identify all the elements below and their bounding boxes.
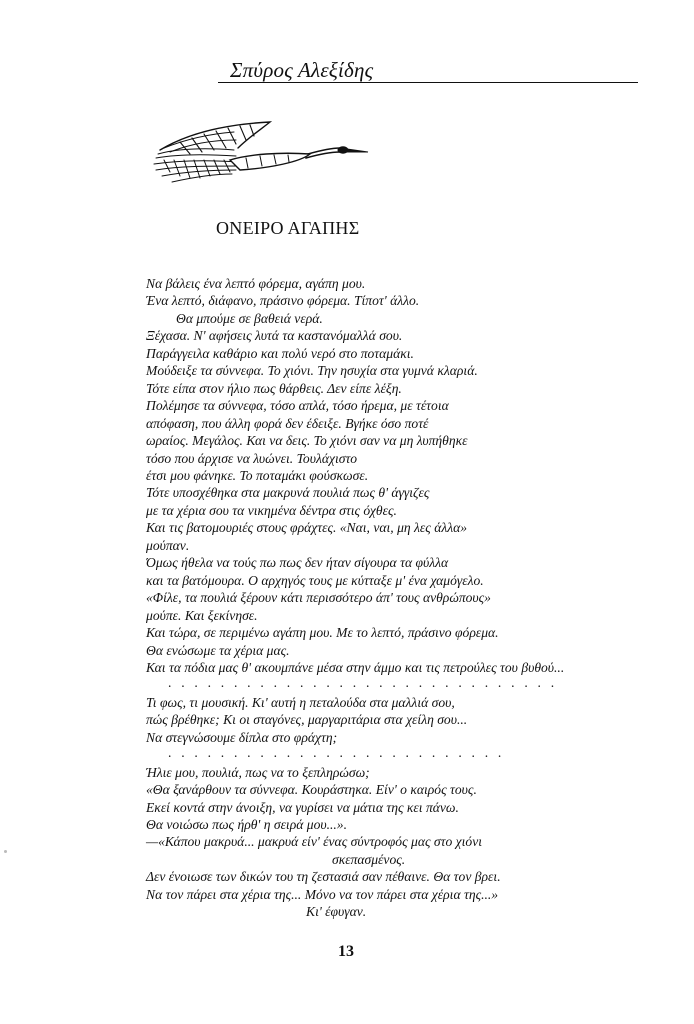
poem-line: Ήλιε μου, πουλιά, πως να το ξεπληρώσω; — [146, 764, 370, 780]
poem-line: Ένα λεπτό, διάφανο, πράσινο φόρεμα. Τίποτ' άλλο. — [146, 293, 420, 309]
poem-line: «Φίλε, τα πουλιά ξέρουν κάτι περισσότερο άπ' τους ανθρώπους» — [146, 590, 491, 606]
poem-line: ωραίος. Μεγάλος. Και να δεις. Το χιόνι σαν να μη λυπήθηκε — [146, 433, 468, 449]
poem-line: Κι' έφυγαν. — [306, 904, 367, 920]
header-rule — [218, 82, 638, 83]
poem-line: Τότε είπα στον ήλιο πως θάρθεις. Δεν είπε λέξη. — [146, 380, 402, 396]
poem-line: και τα βατόμουρα. Ο αρχηγός τους με κύτταξε μ' ένα χαμόγελο. — [146, 572, 484, 588]
section-separator-dots: . . . . . . . . . . . . . . . . . . . . . . . . . . . . . . — [168, 675, 558, 691]
poem-line: Μούδειξε τα σύννεφα. Το χιόνι. Την ησυχία στα γυμνά κλαριά. — [146, 363, 478, 379]
poem-line: Δεν ένοιωσε των δικών του τη ζεστασιά σαν πέθαινε. Θα τον βρει. — [146, 869, 501, 885]
poem-line: με τα χέρια σου τα νικημένα δέντρα στις όχθες. — [146, 502, 397, 518]
poem-line: Να βάλεις ένα λεπτό φόρεμα, αγάπη μου. — [146, 276, 366, 291]
poem-line: —«Κάπου μακρυά... μακρυά είν' ένας σύντροφός μας στο χιόνι — [146, 834, 483, 850]
scan-speck — [4, 850, 7, 853]
poem-line: Και τις βατομουριές στους φράχτες. «Ναι, ναι, μη λες άλλα» — [146, 520, 468, 536]
poem-line: Να στεγνώσουμε δίπλα στο φράχτη; — [146, 729, 338, 745]
poem-line: Τότε υποσχέθηκα στα μακρυνά πουλιά πως θ' άγγιζες — [146, 485, 430, 501]
flying-bird-icon — [150, 118, 370, 196]
page-number: 13 — [338, 943, 354, 960]
poem-line: «Θα ξανάρθουν τα σύννεφα. Κουράστηκα. Είν' ο καιρός τους. — [146, 782, 477, 798]
poem-line: έτσι μου φάνηκε. Το ποταμάκι φούσκωσε. — [146, 467, 369, 483]
poem-line: Θα μπούμε σε βαθειά νερά. — [176, 310, 323, 326]
poem-line: Εκεί κοντά στην άνοιξη, να γυρίσει να μάτια της κει πάνω. — [146, 799, 459, 815]
poem-line: μούπαν. — [146, 537, 190, 553]
poem-line: μούπε. Και ξεκίνησε. — [146, 607, 258, 623]
poem-line: απόφαση, που άλλη φορά δεν έδειξε. Βγήκε όσο ποτέ — [146, 415, 429, 431]
poem-line: Θα ενώσωμε τα χέρια μας. — [146, 642, 290, 658]
poem-line: Τι φως, τι μουσική. Κι' αυτή η πεταλούδα στα μαλλιά σου, — [146, 694, 455, 710]
poem-line: Πολέμησε τα σύννεφα, τόσο απλά, τόσο ήρεμα, με τέτοια — [146, 398, 449, 414]
poem-line: σκεπασμένος. — [332, 851, 406, 867]
poem-line: Θα νοιώσω πως ήρθ' η σειρά μου...». — [146, 817, 348, 833]
poem-line: πώς βρέθηκε; Κι οι σταγόνες, μαργαριτάρια στα χείλη σου... — [146, 712, 468, 728]
poem-line: Και τα πόδια μας θ' ακουμπάνε μέσα στην άμμο και τις πετρούλες του βυθού... — [146, 659, 565, 675]
poem-line: Όμως ήθελα να τούς πω πως δεν ήταν σίγουρα τα φύλλα — [146, 555, 449, 571]
author-header: Σπύρος Αλεξίδης — [230, 58, 374, 82]
poem-line: τόσο που άρχισε να λυώνει. Τουλάχιστο — [146, 450, 358, 466]
poem-title: ΟΝΕΙΡΟ ΑΓΑΠΗΣ — [216, 218, 360, 238]
poem-line: Ξέχασα. Ν' αφήσεις λυτά τα καστανόμαλλά σου. — [146, 328, 403, 344]
poem-body — [146, 275, 666, 921]
poem-line: Παράγγειλα καθάριο και πολύ νερό στο ποταμάκι. — [146, 345, 414, 361]
section-separator-dots: . . . . . . . . . . . . . . . . . . . . . . . . . . — [168, 745, 505, 761]
poem-line: Και τώρα, σε περιμένω αγάπη μου. Με το λεπτό, πράσινο φόρεμα. — [146, 625, 499, 641]
poem-line: Να τον πάρει στα χέρια της... Μόνο να τον πάρει στα χέρια της...» — [146, 886, 499, 902]
